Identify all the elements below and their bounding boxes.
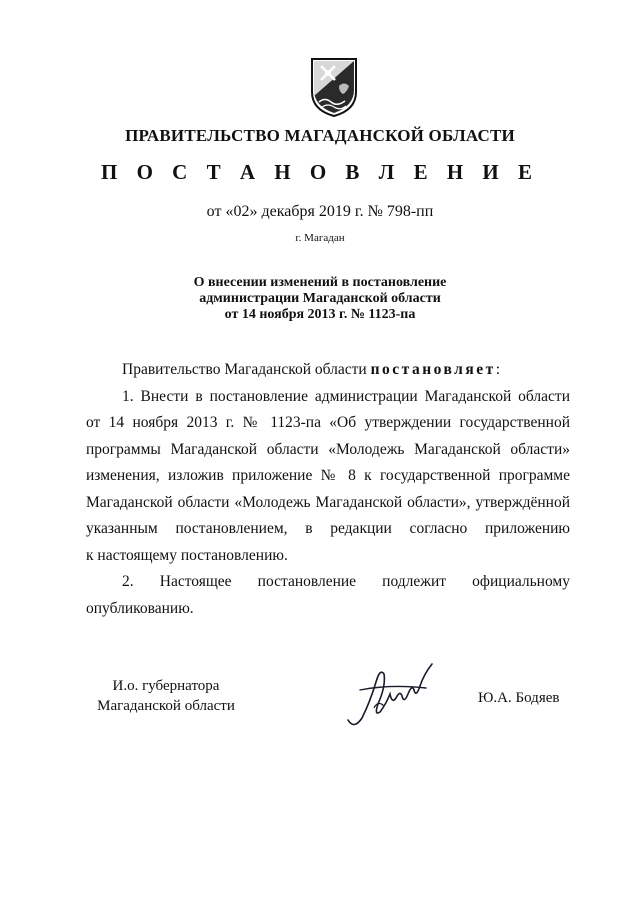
item-1-line: указанным постановлением, в редакции согласно приложению [86,520,570,537]
subject-line: О внесении изменений в постановление [193,275,447,290]
handwritten-signature [340,660,440,732]
item-1-line: программы Магаданской области «Молодежь Магаданской области» [86,440,570,458]
position-line: И.о. губернатора [112,678,220,694]
item-2-line: опубликованию. [86,599,194,617]
item-1-line: Магаданской области «Молодежь Магаданской области», утверждённой [86,493,570,511]
item-1-line: изменения, изложив приложение № 8 к государственной программе [86,467,570,484]
government-title: ПРАВИТЕЛЬСТВО МАГАДАНСКОЙ ОБЛАСТИ [125,126,515,145]
item-2 [86,569,570,622]
item-1 [86,384,570,570]
document-subject [0,275,640,323]
subject-line: администрации Магаданской области [199,291,441,306]
signatory-position [86,676,246,716]
coat-of-arms-icon [309,56,359,118]
date-and-number: от «02» декабря 2019 г. № 798-пп [206,203,434,220]
item-2-line: 2. Настоящее постановление подлежит официальному [122,573,570,590]
item-1-line: от 14 ноября 2013 г. № 1123-па «Об утверждении государственной [86,414,570,431]
city: г. Магадан [295,232,345,244]
subject-line: от 14 ноября 2013 г. № 1123-па [224,307,416,322]
decrees-word: постановляет [370,361,496,378]
preamble-text: Правительство Магаданской области [122,361,367,378]
document-type: П О С Т А Н О В Л Е Н И Е [100,160,539,184]
position-line: Магаданской области [97,698,235,714]
document-body [86,357,570,622]
signer-name: Ю.А. Бодяев [478,690,560,706]
preamble [86,357,570,384]
item-1-line: 1. Внести в постановление администрации Магаданской области [122,387,570,405]
item-1-line: к настоящему постановлению. [86,546,288,564]
preamble-colon: : [495,361,501,378]
